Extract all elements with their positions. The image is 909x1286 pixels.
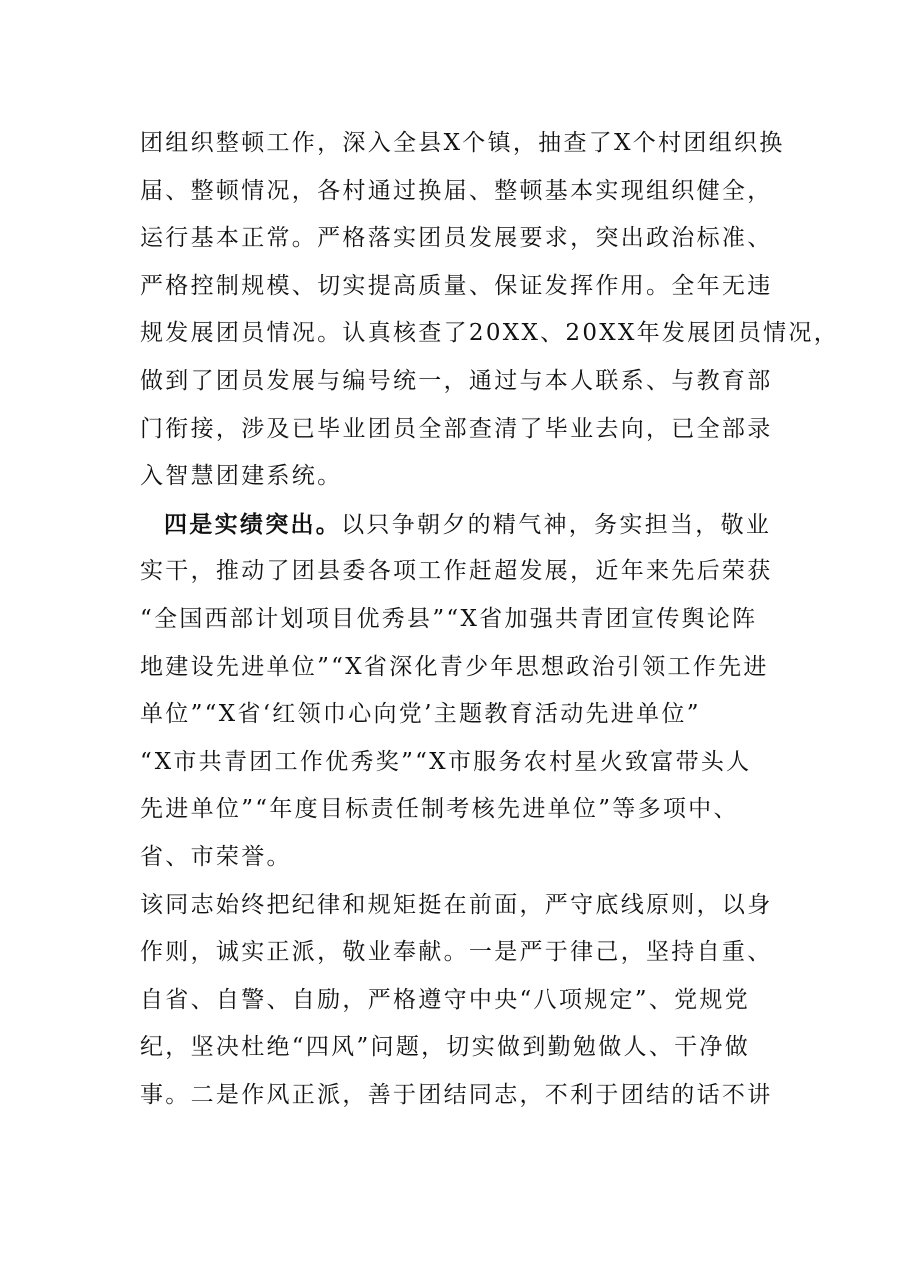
text-line: 实干，推动了团县委各项工作赶超发展，近年来先后荣获 [140,558,773,585]
text-line: 纪，坚决杜绝“四风”问题，切实做到勤勉做人、干净做 [140,1034,751,1061]
text-line: 该同志始终把纪律和规矩挺在前面，严守底线原则，以身 [140,891,773,918]
text-line: 门衔接，涉及已毕业团员全部查清了毕业去向，已全部录 [140,415,773,442]
text-line: 作则，诚实正派，敬业奉献。一是严于律己，坚持自重、 [140,939,773,966]
paragraph-lead-text: 以只争朝夕的精气神，务实担当，敬业 [341,511,772,538]
text-line: 先进单位”“年度目标责任制考核先进单位”等多项中、 [140,796,739,823]
paragraph-heading: 四是实绩突出。 [164,510,342,538]
text-line: 运行基本正常。严格落实团员发展要求，突出政治标准、 [140,225,773,252]
body-text [140,120,840,1119]
text-line: 严格控制规模、切实提高质量、保证发挥作用。全年无违 [140,272,773,299]
text-line: 规发展团员情况。认真核查了20XX、20XX年发展团员情况， [140,320,840,347]
text-line: 入智慧团建系统。 [140,463,343,490]
text-line: 做到了团员发展与编号统一，通过与本人联系、与教育部 [140,367,773,394]
text-line: “X市共青团工作优秀奖”“X市服务农村星火致富带头人 [140,748,752,775]
text-line: 团组织整顿工作，深入全县X个镇，抽查了X个村团组织换 [140,130,785,156]
text-line: 地建设先进单位”“X省深化青少年思想政治引领工作先进 [140,653,769,680]
text-line: 事。二是作风正派，善于团结同志，不利于团结的话不讲 [140,1081,773,1108]
text-line: 届、整顿情况，各村通过换届、整顿基本实现组织健全， [140,177,773,204]
text-line: 单位”“X省‘红领巾心向党’主题教育活动先进单位” [140,701,701,728]
paragraph-lead-line [140,501,800,549]
text-line: 省、市荣誉。 [140,843,292,870]
text-line: “全国西部计划项目优秀县”“X省加强共青团宣传舆论阵 [140,605,758,632]
text-line: 自省、自警、自励，严格遵守中央“八项规定”、党规党 [140,986,751,1013]
